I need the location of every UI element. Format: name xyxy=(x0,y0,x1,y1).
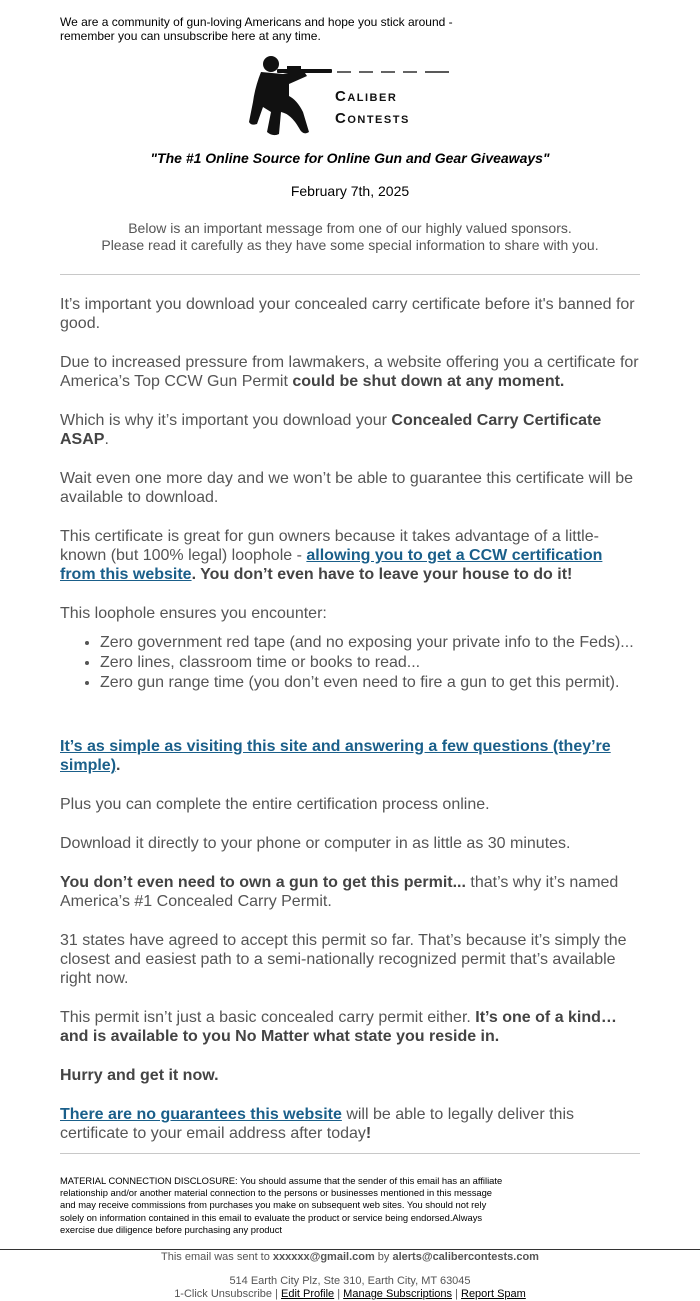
message-body xyxy=(60,295,640,1163)
edit-profile-link[interactable]: Edit Profile xyxy=(280,1288,335,1300)
list-item: • Zero lines, classroom time or books to read... xyxy=(100,653,640,673)
paragraph-1: It’s important you download your concealed carry certificate before it's banned for good. xyxy=(60,296,635,332)
logo-text-contests: Contests xyxy=(335,110,410,127)
list-item: • Zero gun range time (you don’t even need to fire a gun to get this permit). xyxy=(100,673,640,693)
divider xyxy=(60,1153,640,1154)
sponsor-notice xyxy=(0,220,700,254)
p3-bold: Concealed Carry Certificate ASAP xyxy=(60,412,602,448)
paragraph-10 xyxy=(60,873,640,911)
list-item: • Zero government red tape (and no exposing your private info to the Feds)... xyxy=(100,633,640,653)
p13-bold: Hurry and get it now. xyxy=(60,1067,219,1084)
separator: | xyxy=(452,1288,461,1300)
p2-text: Due to increased pressure from lawmakers, a website offering you a certificate for America’s Top CCW Gun Permit xyxy=(60,354,639,390)
p5-bold: . You don’t even have to leave your house to do it! xyxy=(191,566,573,583)
logo-text-caliber: Caliber xyxy=(335,88,398,105)
p14-bold: ! xyxy=(365,1125,372,1142)
separator: | xyxy=(334,1288,344,1300)
paragraph-14 xyxy=(60,1105,640,1143)
sent-to-line xyxy=(0,1251,700,1264)
recipient-email: xxxxxx@gmail.com xyxy=(272,1251,375,1263)
sponsor-line-2: Please read it carefully as they have some special information to share with you. xyxy=(101,237,599,253)
paragraph-2 xyxy=(60,353,640,391)
intro-text: We are a community of gun-loving Americans and hope you stick around - remember you can unsubscribe here at any time. xyxy=(60,15,453,43)
paragraph-8: Plus you can complete the entire certification process online. xyxy=(60,796,490,813)
soldier-silhouette-icon xyxy=(249,56,332,135)
paragraph-11: 31 states have agreed to accept this permit so far. That’s because it’s simply the closest and easiest path to a semi-nationally recognized permit that’s available right now. xyxy=(60,932,627,987)
sponsor-line-1: Below is an important message from one of our highly valued sponsors. xyxy=(128,220,572,236)
manage-subscriptions-link[interactable]: Manage Subscriptions xyxy=(343,1288,453,1300)
mailing-address: 514 Earth City Plz, Ste 310, Earth City, MT 63045 xyxy=(229,1275,471,1287)
sent-prefix: This email was sent to xyxy=(161,1251,273,1263)
sent-by: by xyxy=(374,1251,393,1263)
p3-end: . xyxy=(104,431,109,448)
footer-links xyxy=(0,1288,700,1301)
p2-bold: could be shut down at any moment. xyxy=(292,373,565,390)
email-footer xyxy=(0,1251,700,1301)
loophole-list xyxy=(60,633,640,693)
p12-text: This permit isn’t just a basic concealed carry permit either. xyxy=(60,1009,476,1026)
paragraph-7 xyxy=(60,737,640,775)
one-click-unsubscribe[interactable]: 1-Click Unsubscribe xyxy=(174,1288,272,1300)
p10-text: that’s why it’s named America’s #1 Concealed Carry Permit. xyxy=(60,874,619,910)
separator: | xyxy=(272,1288,281,1300)
sender-email: alerts@calibercontests.com xyxy=(392,1251,539,1263)
paragraph-12 xyxy=(60,1008,640,1046)
date: February 7th, 2025 xyxy=(290,183,410,199)
paragraph-4: Wait even one more day and we won’t be able to guarantee this certificate will be available to download. xyxy=(60,470,634,506)
p3-text: Which is why it’s important you download your xyxy=(60,412,392,429)
p10-bold: You don’t even need to own a gun to get this permit... xyxy=(60,874,466,891)
p7-end: . xyxy=(116,757,121,774)
report-spam-link[interactable]: Report Spam xyxy=(461,1288,526,1300)
tagline: "The #1 Online Source for Online Gun and Gear Giveaways" xyxy=(150,150,550,166)
material-disclosure: MATERIAL CONNECTION DISCLOSURE: You should assume that the sender of this email has an affiliate relationship and/or another material connection to the persons or businesses mentioned in this message and may receive commissions from purchases you make on subsequent web sites. You should not rely solely on information contained in this email to evaluate the product or service being endorsed.Always exercise due diligence before purchasing any product xyxy=(60,1175,503,1235)
paragraph-3 xyxy=(60,411,640,449)
caliber-contests-logo xyxy=(247,52,453,140)
p5-text: This certificate is great for gun owners because it takes advantage of a little-known (but 100% legal) loophole - xyxy=(60,528,599,564)
visit-site-link[interactable]: It’s as simple as visiting this site and answering a few questions (they’re simple) xyxy=(60,738,611,774)
paragraph-6: This loophole ensures you encounter: xyxy=(60,605,327,622)
p14-text: will be able to legally deliver this certificate to your email address after today xyxy=(60,1106,574,1142)
ccw-certification-link[interactable]: allowing you to get a CCW certification from this website xyxy=(60,547,603,583)
divider xyxy=(60,274,640,275)
footer-divider xyxy=(0,1249,700,1250)
p12-bold: It’s one of a kind… and is available to you No Matter what state you reside in. xyxy=(60,1009,617,1045)
paragraph-13 xyxy=(60,1066,640,1085)
paragraph-5 xyxy=(60,527,640,584)
paragraph-9: Download it directly to your phone or computer in as little as 30 minutes. xyxy=(60,835,571,852)
no-guarantees-link[interactable]: There are no guarantees this website xyxy=(60,1106,342,1123)
